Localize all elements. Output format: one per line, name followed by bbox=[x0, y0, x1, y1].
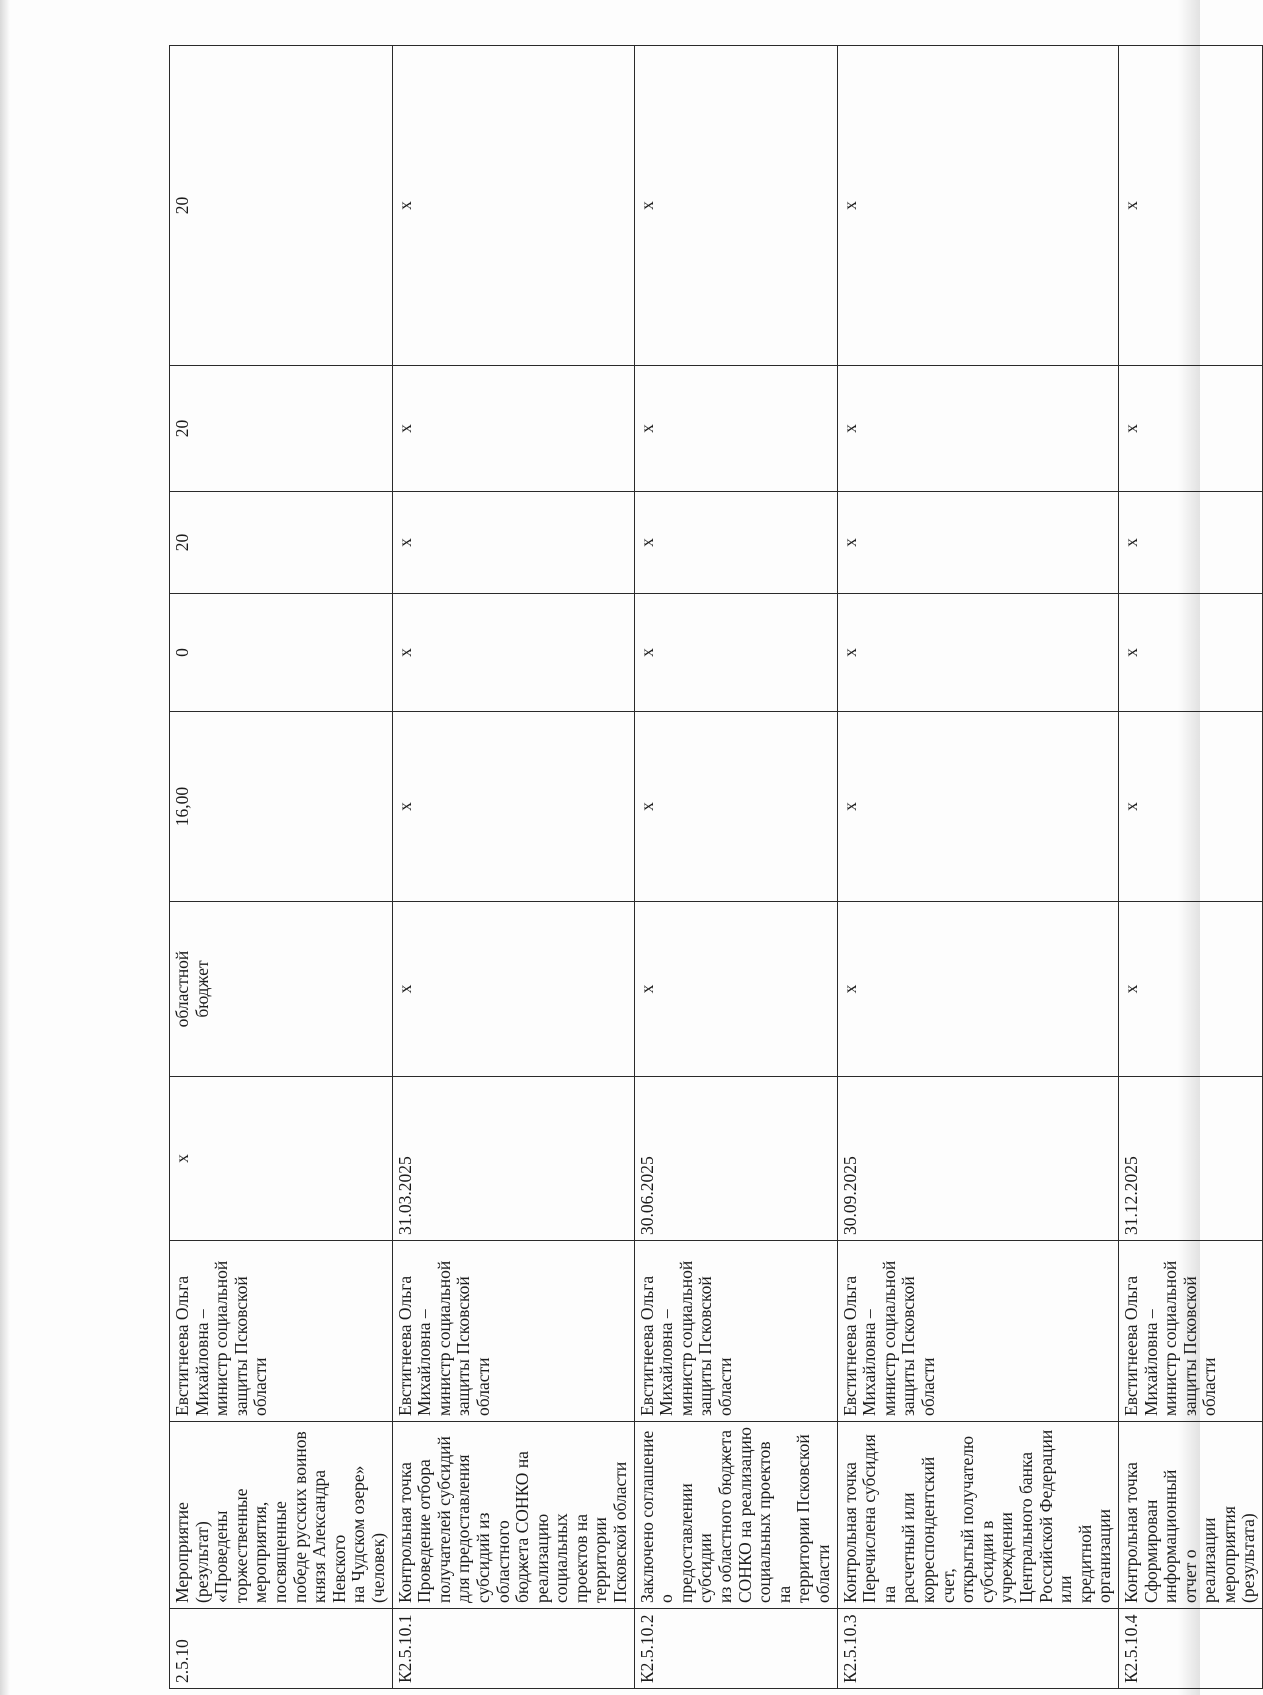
table-row bbox=[837, 46, 1118, 1689]
responsible-line: министр социальной bbox=[675, 1260, 696, 1416]
row-code-cell: 2.5.10 bbox=[170, 1609, 393, 1689]
name-line: торжественные bbox=[230, 1488, 251, 1603]
row-value-1-cell: x bbox=[634, 594, 837, 712]
row-code-cell: К2.5.10.4 bbox=[1118, 1609, 1262, 1689]
name-line: «Проведены bbox=[211, 1510, 232, 1603]
name-line: мероприятия, посвященные bbox=[250, 1501, 290, 1603]
row-budget-cell bbox=[634, 902, 837, 1077]
name-line: реализацию социальных bbox=[531, 1513, 572, 1603]
row-value-3-cell: x bbox=[634, 366, 837, 492]
row-amount-cell: x bbox=[634, 712, 837, 902]
name-line: СОНКО на реализацию bbox=[734, 1427, 755, 1603]
row-budget-cell bbox=[392, 902, 634, 1077]
name-line: Российской Федерации или bbox=[1035, 1429, 1076, 1603]
name-line: субсидий из областного bbox=[472, 1512, 513, 1603]
responsible-line: защиты Псковской bbox=[453, 1276, 474, 1416]
responsible-line: Михайловна – bbox=[859, 1309, 880, 1416]
responsible-line: Евстигнеева Ольга bbox=[839, 1275, 860, 1416]
row-budget-cell bbox=[170, 902, 393, 1077]
row-responsible-cell bbox=[170, 1241, 393, 1422]
name-line: из областного бюджета bbox=[715, 1429, 736, 1603]
budget-line: x bbox=[839, 984, 860, 994]
name-line: области bbox=[813, 1544, 833, 1603]
responsible-line: области bbox=[917, 1357, 938, 1416]
name-line: (результата) bbox=[1238, 1513, 1259, 1603]
name-line: для предоставления bbox=[453, 1454, 474, 1603]
budget-line: x bbox=[1120, 984, 1141, 994]
budget-line: бюджет bbox=[191, 960, 212, 1018]
row-amount-cell: 16,00 bbox=[170, 712, 393, 902]
row-amount-cell: x bbox=[837, 712, 1118, 902]
responsible-line: защиты Псковской bbox=[695, 1276, 716, 1416]
row-value-4-cell: x bbox=[392, 46, 634, 366]
row-name-cell bbox=[837, 1422, 1118, 1609]
name-line: кредитной организации bbox=[1074, 1509, 1115, 1603]
row-value-4-cell: x bbox=[634, 46, 837, 366]
name-line: предоставлении субсидии bbox=[675, 1483, 716, 1603]
responsible-line: министр социальной bbox=[1160, 1260, 1181, 1416]
budget-line: x bbox=[394, 984, 415, 994]
row-code-cell: К2.5.10.1 bbox=[392, 1609, 634, 1689]
row-budget-cell bbox=[837, 902, 1118, 1077]
row-value-1-cell: 0 bbox=[170, 594, 393, 712]
responsible-line: защиты Псковской bbox=[898, 1276, 919, 1416]
name-line: Центрального банка bbox=[1015, 1451, 1036, 1603]
budget-line: x bbox=[636, 984, 657, 994]
row-name-cell bbox=[634, 1422, 837, 1609]
row-date-cell: 30.06.2025 bbox=[634, 1077, 837, 1241]
row-value-2-cell: x bbox=[392, 492, 634, 594]
row-responsible-cell bbox=[392, 1241, 634, 1422]
name-line: информационный отчет о bbox=[1160, 1469, 1200, 1603]
row-value-3-cell: x bbox=[1118, 366, 1262, 492]
row-value-1-cell: x bbox=[392, 594, 634, 712]
name-line: Контрольная точка bbox=[1120, 1462, 1141, 1603]
row-value-4-cell: x bbox=[1118, 46, 1262, 366]
responsible-line: министр социальной bbox=[878, 1260, 899, 1416]
row-amount-cell: x bbox=[1118, 712, 1262, 902]
responsible-line: министр социальной bbox=[211, 1260, 232, 1416]
row-responsible-cell bbox=[634, 1241, 837, 1422]
name-line: Контрольная точка bbox=[839, 1462, 860, 1603]
row-name-cell bbox=[170, 1422, 393, 1609]
row-date-cell: 30.09.2025 bbox=[837, 1077, 1118, 1241]
row-code-cell: К2.5.10.3 bbox=[837, 1609, 1118, 1689]
name-line: (человек) bbox=[367, 1532, 388, 1603]
activities-table bbox=[169, 45, 1263, 1689]
name-line: Псковской области bbox=[610, 1461, 631, 1603]
responsible-line: Евстигнеева Ольга bbox=[1120, 1275, 1141, 1416]
row-value-4-cell: 20 bbox=[170, 46, 393, 366]
name-line: на Чудском озере» bbox=[348, 1465, 369, 1603]
row-value-2-cell: x bbox=[634, 492, 837, 594]
responsible-line: Михайловна – bbox=[1140, 1309, 1161, 1416]
name-line: Контрольная точка bbox=[394, 1462, 415, 1603]
responsible-line: области bbox=[250, 1357, 271, 1416]
responsible-line: министр социальной bbox=[433, 1260, 454, 1416]
table-row bbox=[634, 46, 837, 1689]
rotated-table-wrapper bbox=[169, 46, 1259, 1689]
row-name-cell bbox=[392, 1422, 634, 1609]
responsible-line: области bbox=[472, 1357, 493, 1416]
responsible-line: Евстигнеева Ольга bbox=[394, 1275, 415, 1416]
responsible-line: области bbox=[1199, 1357, 1220, 1416]
row-name-cell bbox=[1118, 1422, 1262, 1609]
name-line: расчетный или bbox=[898, 1492, 919, 1603]
responsible-line: защиты Псковской bbox=[230, 1276, 251, 1416]
table-row bbox=[1118, 46, 1262, 1689]
responsible-line: защиты Псковской bbox=[1179, 1276, 1200, 1416]
name-line: корреспондентский счет, bbox=[917, 1456, 958, 1603]
row-amount-cell: x bbox=[392, 712, 634, 902]
responsible-line: Михайловна – bbox=[414, 1309, 435, 1416]
name-line: субсидии в учреждении bbox=[976, 1512, 1017, 1603]
name-line: Сформирован bbox=[1140, 1499, 1161, 1603]
row-budget-cell bbox=[1118, 902, 1262, 1077]
name-line: проектов на территории bbox=[570, 1513, 611, 1603]
name-line: реализации мероприятия bbox=[1199, 1506, 1239, 1603]
name-line: Мероприятие (результат) bbox=[172, 1502, 212, 1603]
responsible-line: Евстигнеева Ольга bbox=[172, 1275, 192, 1416]
row-value-4-cell: x bbox=[837, 46, 1118, 366]
name-line: князя Александра Невского bbox=[309, 1470, 349, 1603]
row-value-3-cell: x bbox=[837, 366, 1118, 492]
row-value-2-cell: x bbox=[837, 492, 1118, 594]
responsible-line: Михайловна – bbox=[191, 1309, 212, 1416]
row-value-3-cell: x bbox=[392, 366, 634, 492]
responsible-line: Михайловна – bbox=[656, 1309, 677, 1416]
row-responsible-cell bbox=[1118, 1241, 1262, 1422]
row-date-cell: 31.03.2025 bbox=[392, 1077, 634, 1241]
table-row bbox=[392, 46, 634, 1689]
name-line: территории Псковской bbox=[793, 1434, 814, 1603]
name-line: Проведение отбора bbox=[414, 1459, 435, 1603]
row-value-1-cell: x bbox=[837, 594, 1118, 712]
row-value-2-cell: 20 bbox=[170, 492, 393, 594]
name-line: получателей субсидий bbox=[433, 1436, 454, 1603]
name-line: Перечислена субсидия на bbox=[859, 1434, 899, 1603]
row-code-cell: К2.5.10.2 bbox=[634, 1609, 837, 1689]
name-line: бюджета СОНКО на bbox=[512, 1451, 533, 1603]
table-body bbox=[170, 46, 1263, 1689]
responsible-line: Евстигнеева Ольга bbox=[636, 1275, 657, 1416]
name-line: открытый получателю bbox=[957, 1435, 978, 1603]
responsible-line: области bbox=[715, 1357, 736, 1416]
row-value-2-cell: x bbox=[1118, 492, 1262, 594]
budget-line: областной bbox=[172, 950, 192, 1028]
row-value-1-cell: x bbox=[1118, 594, 1262, 712]
name-line: победе русских воинов bbox=[289, 1431, 310, 1603]
row-date-cell: 31.12.2025 bbox=[1118, 1077, 1262, 1241]
name-line: Заключено соглашение о bbox=[636, 1430, 677, 1603]
name-line: социальных проектов на bbox=[754, 1441, 794, 1603]
row-responsible-cell bbox=[837, 1241, 1118, 1422]
row-date-cell: x bbox=[170, 1077, 393, 1241]
row-value-3-cell: 20 bbox=[170, 366, 393, 492]
table-row bbox=[170, 46, 393, 1689]
